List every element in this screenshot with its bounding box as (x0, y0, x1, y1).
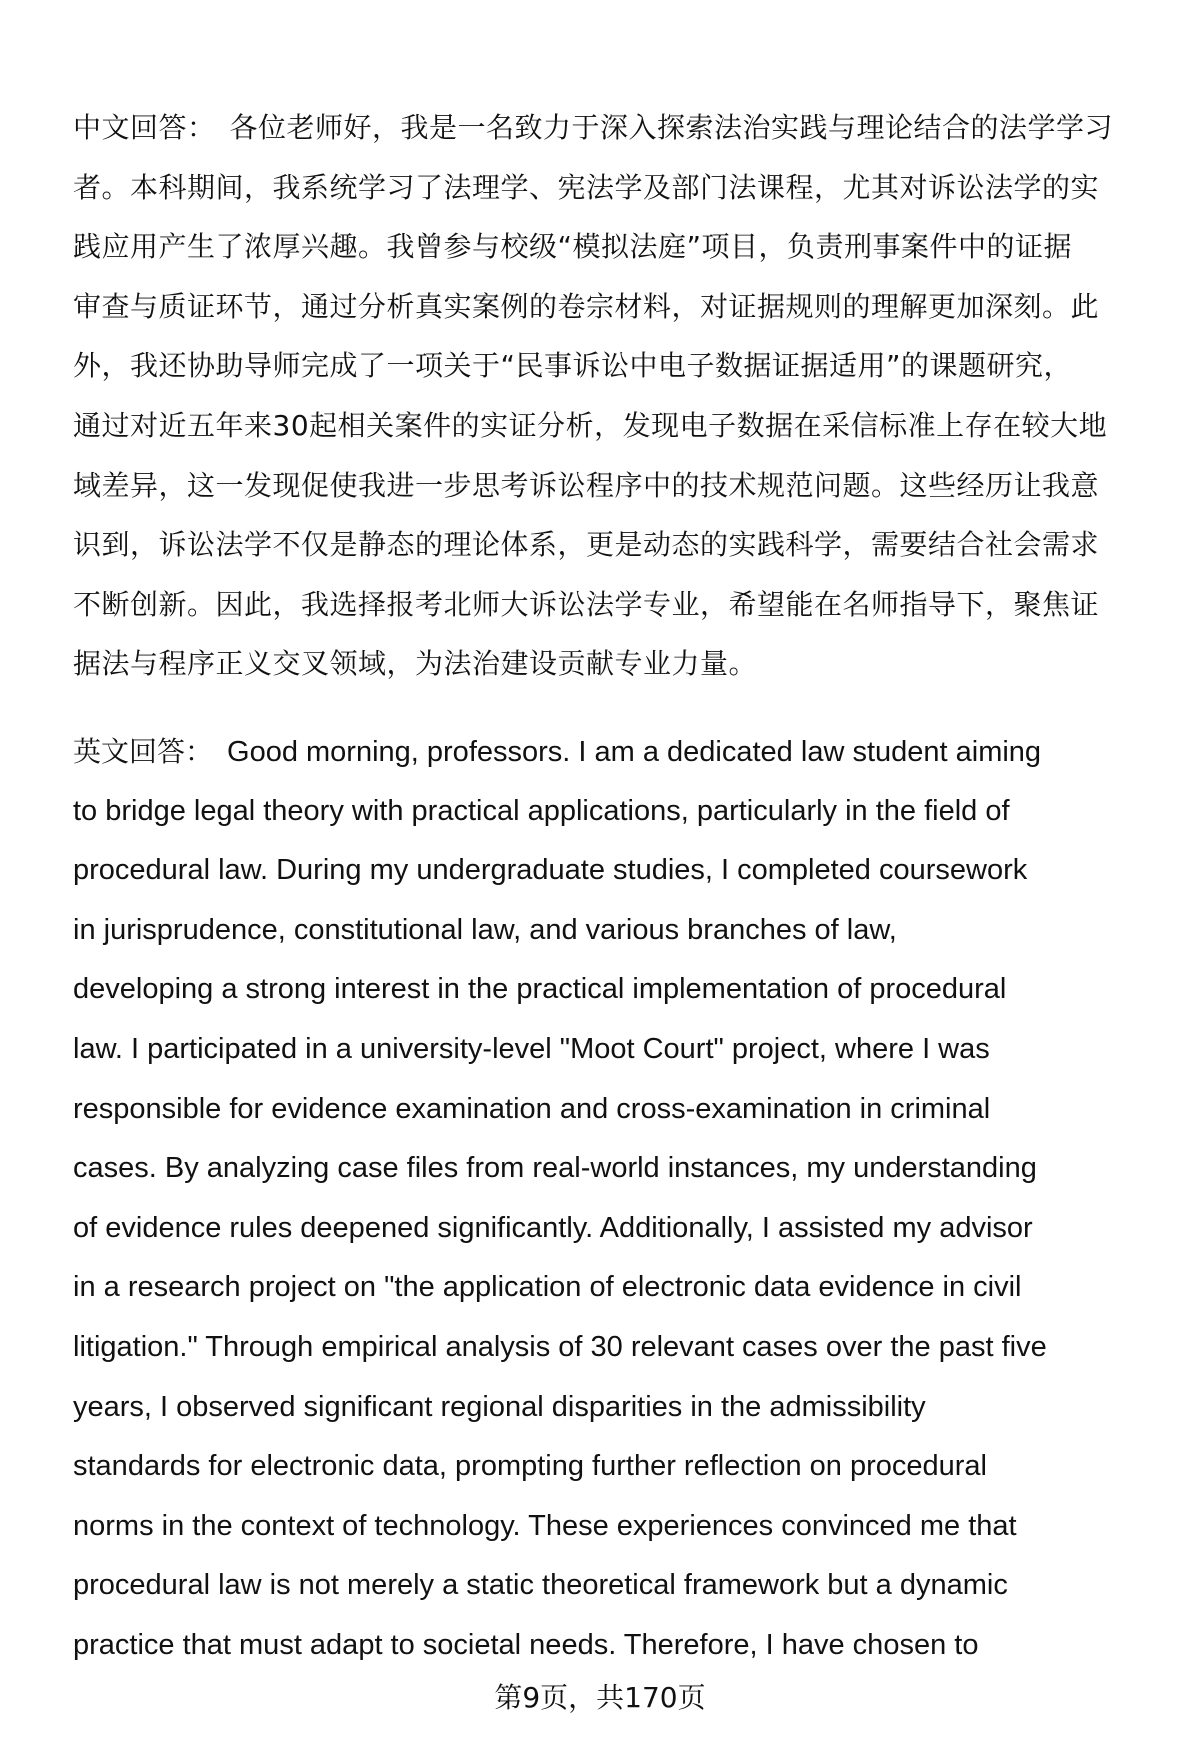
text-line: 外，我还协助导师完成了一项关于“民事诉讼中电子数据证据适用”的课题研究， (73, 349, 1073, 383)
text-line: standards for electronic data, prompting further reflection on procedural (73, 1450, 987, 1483)
text-line: 通过对近五年来30起相关案件的实证分析，发现电子数据在采信标准上存在较大地 (73, 408, 1108, 442)
text-line: 据法与程序正义交叉领域，为法治建设贡献专业力量。 (73, 647, 758, 681)
english-answer-label: 英文回答： (73, 735, 214, 768)
text-line: developing a strong interest in the practical implementation of procedural (73, 973, 1007, 1006)
chinese-answer (73, 98, 1163, 694)
text-line: years, I observed significant regional disparities in the admissibility (73, 1390, 926, 1423)
text-line: 不断创新。因此，我选择报考北师大诉讼法学专业，希望能在名师指导下，聚焦证 (73, 587, 1100, 621)
text-line: cases. By analyzing case files from real-world instances, my understanding (73, 1152, 1037, 1185)
text-line (73, 722, 1163, 782)
text-line: procedural law is not merely a static theoretical framework but a dynamic (73, 1569, 1008, 1602)
text-line: 者。本科期间，我系统学习了法理学、宪法学及部门法课程，尤其对诉讼法学的实 (73, 170, 1100, 204)
text-line: in jurisprudence, constitutional law, and various branches of law, (73, 913, 897, 946)
text-line-content: Good morning, professors. I am a dedicated law student aiming (227, 736, 1042, 768)
page-number: 第9页，共170页 (494, 1681, 706, 1714)
text-line: law. I participated in a university-level "Moot Court" project, where I was (73, 1032, 990, 1065)
text-line: procedural law. During my undergraduate studies, I completed coursework (73, 854, 1028, 887)
text-line: 识到，诉讼法学不仅是静态的理论体系，更是动态的实践科学，需要结合社会需求 (73, 528, 1100, 562)
text-line: 域差异，这一发现促使我进一步思考诉讼程序中的技术规范问题。这些经历让我意 (73, 468, 1100, 502)
text-line: in a research project on "the application of electronic data evidence in civil (73, 1271, 1022, 1304)
text-line: 审查与质证环节，通过分析真实案例的卷宗材料，对证据规则的理解更加深刻。此 (73, 289, 1100, 323)
text-line: litigation." Through empirical analysis of 30 relevant cases over the past five (73, 1330, 1047, 1363)
chinese-answer-label: 中文回答： (73, 111, 216, 144)
english-answer (73, 722, 1163, 1676)
text-line: to bridge legal theory with practical applications, particularly in the field of (73, 794, 1010, 827)
text-line (73, 98, 1163, 158)
text-line: responsible for evidence examination and cross-examination in criminal (73, 1092, 991, 1125)
text-line: norms in the context of technology. These experiences convinced me that (73, 1509, 1017, 1542)
text-line-content: 各位老师好，我是一名致力于深入探索法治实践与理论结合的法学学习 (229, 111, 1114, 144)
text-line: practice that must adapt to societal needs. Therefore, I have chosen to (73, 1628, 979, 1661)
text-line: 践应用产生了浓厚兴趣。我曾参与校级“模拟法庭”项目，负责刑事案件中的证据 (73, 230, 1073, 264)
text-line: of evidence rules deepened significantly. Additionally, I assisted my advisor (73, 1211, 1033, 1244)
